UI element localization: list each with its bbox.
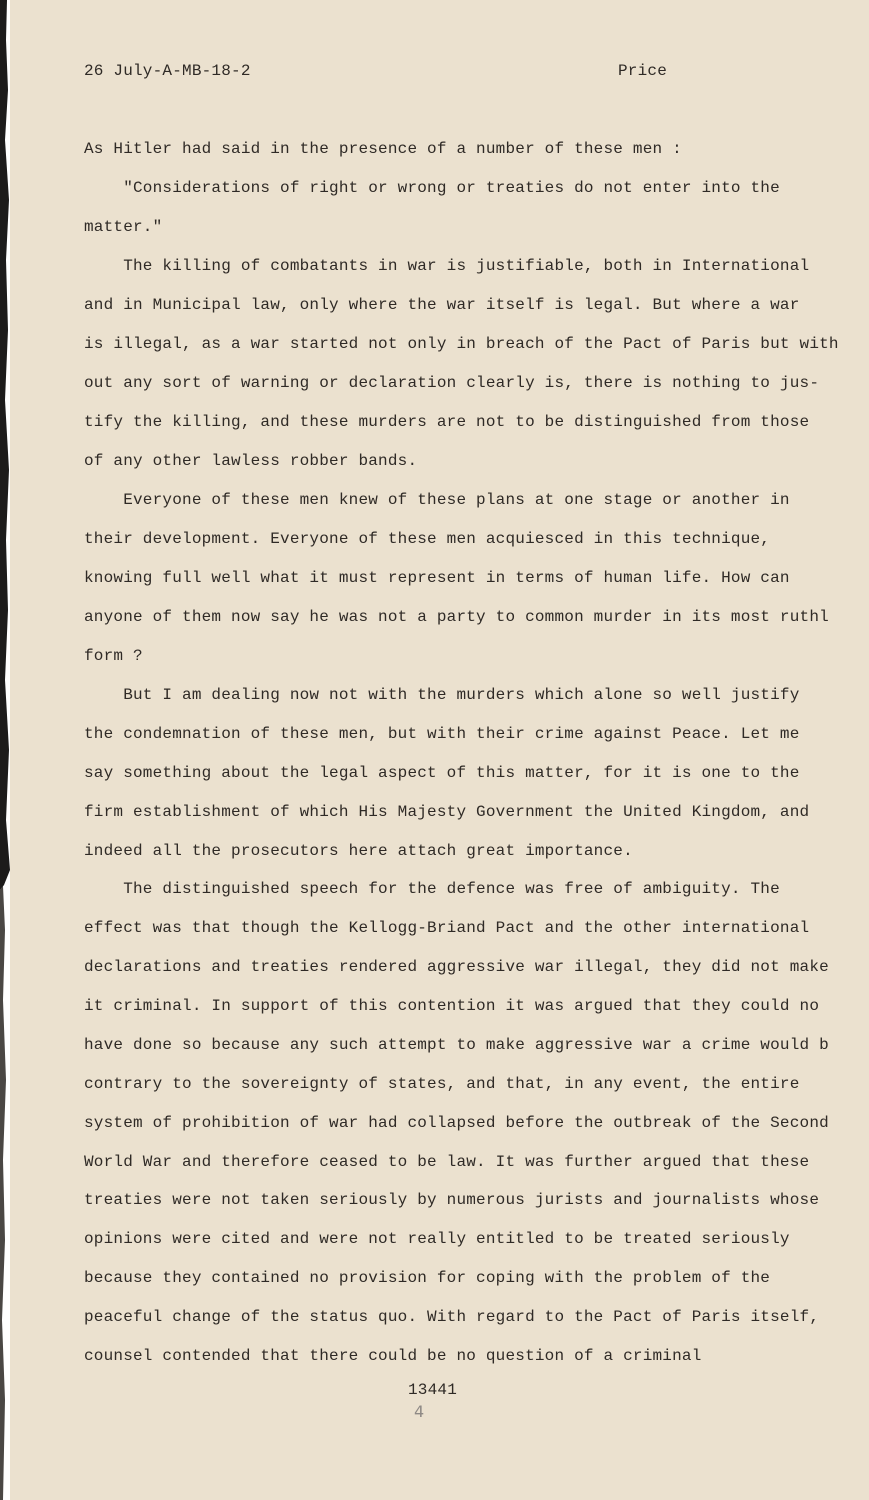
text-line: The killing of combatants in war is justifiable, both in International: [84, 257, 810, 275]
text-line: their development. Everyone of these men acquiesced in this technique,: [84, 530, 771, 548]
text-line: of any other lawless robber bands.: [84, 452, 418, 470]
speaker-name: Price: [618, 62, 668, 80]
text-line: Everyone of these men knew of these plans at one stage or another in: [84, 491, 790, 509]
text-line: treaties were not taken seriously by numerous jurists and journalists whose: [84, 1191, 820, 1209]
text-line: system of prohibition of war had collapsed before the outbreak of the Second: [84, 1114, 829, 1132]
text-line: "Considerations of right or wrong or treaties do not enter into the: [84, 179, 780, 197]
text-line: As Hitler had said in the presence of a number of these men :: [84, 140, 682, 158]
text-line: tify the killing, and these murders are not to be distinguished from those: [84, 413, 810, 431]
text-line: World War and therefore ceased to be law. It was further argued that these: [84, 1153, 810, 1171]
text-line: peaceful change of the status quo. With regard to the Pact of Paris itself,: [84, 1308, 820, 1326]
text-line: it criminal. In support of this contention it was argued that they could no: [84, 997, 820, 1015]
text-line: contrary to the sovereignty of states, and that, in any event, the entire: [84, 1075, 800, 1093]
text-line: anyone of them now say he was not a party to common murder in its most ruthl: [84, 608, 829, 626]
text-line: matter.": [84, 218, 163, 236]
text-line: But I am dealing now not with the murders which alone so well justify: [84, 686, 800, 704]
text-line: declarations and treaties rendered aggressive war illegal, they did not make: [84, 958, 829, 976]
text-line: form ?: [84, 647, 143, 665]
text-line: have done so because any such attempt to make aggressive war a crime would b: [84, 1036, 829, 1054]
text-line: out any sort of warning or declaration clearly is, there is nothing to jus-: [84, 374, 820, 392]
pencil-annotation: 4: [414, 1402, 425, 1421]
text-line: the condemnation of these men, but with their crime against Peace. Let me: [84, 725, 800, 743]
text-line: is illegal, as a war started not only in breach of the Pact of Paris but with: [84, 335, 839, 353]
text-line: indeed all the prosecutors here attach great importance.: [84, 842, 633, 860]
text-line: counsel contended that there could be no question of a criminal: [84, 1347, 702, 1365]
text-line: effect was that though the Kellogg-Briand Pact and the other international: [84, 919, 810, 937]
page-number: 13441: [408, 1381, 458, 1399]
text-line: opinions were cited and were not really entitled to be treated seriously: [84, 1230, 790, 1248]
text-line: say something about the legal aspect of this matter, for it is one to the: [84, 764, 800, 782]
text-line: because they contained no provision for coping with the problem of the: [84, 1269, 771, 1287]
text-line: The distinguished speech for the defence was free of ambiguity. The: [84, 880, 780, 898]
document-reference: 26 July-A-MB-18-2: [84, 62, 251, 80]
text-line: and in Municipal law, only where the war itself is legal. But where a war: [84, 296, 800, 314]
text-line: firm establishment of which His Majesty Government the United Kingdom, and: [84, 803, 810, 821]
text-line: knowing full well what it must represent in terms of human life. How can: [84, 569, 790, 587]
